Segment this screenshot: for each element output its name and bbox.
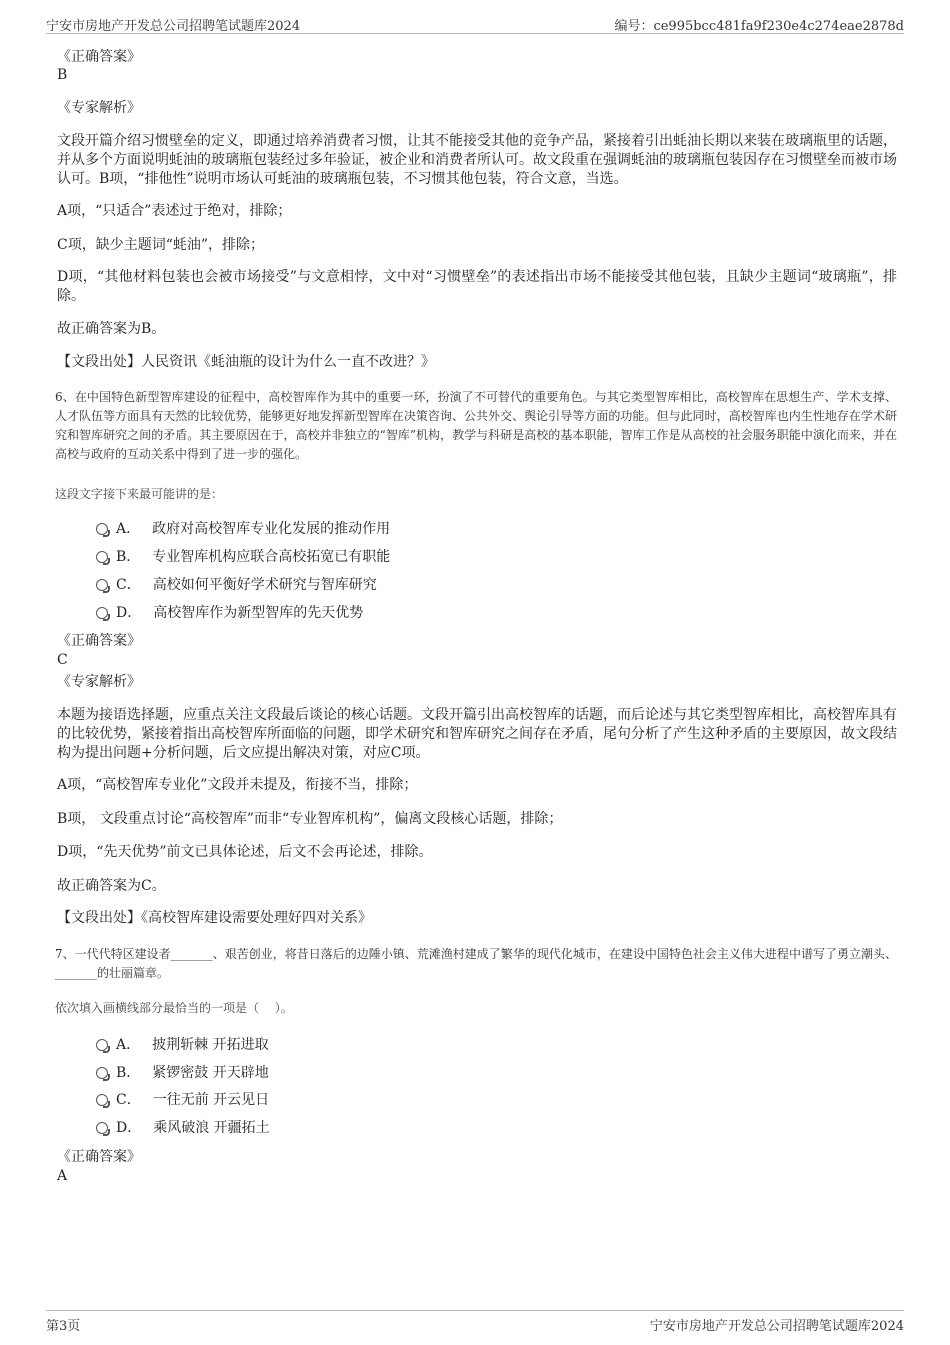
question-6-option-d[interactable]: D． 高校智库作为新型智库的先天优势 [96,602,363,622]
analysis-text: 本题为接语选择题，应重点关注文段最后谈论的核心话题。文段开篇引出高校智库的话题，而后论述与其它类型智库相比，高校智库具有的比较优势，紧接着指出高校智库所面临的问题，即学术研究和智库研究之间存在矛盾，尾句分析了产生这种矛盾的主要原因，故文段结构为提出问题+分析问题，后文应提出解决对策，对应C项。 [57,707,897,761]
radio-icon[interactable] [96,1122,108,1134]
page-footer [46,1310,904,1333]
question-6-text: 6、在中国特色新型智库建设的征程中，高校智库作为其中的重要一环，扮演了不可替代的重要角色。与其它类型智库相比，高校智库在思想生产、学术支撑、人才队伍等方面具有天然的比较优势，能够更好地发挥新型智库在决策咨询、公共外交、舆论引导等方面的功能。但与此同时，高校智库也内生性地存在学术研究和智库研究之间的矛盾。其主要原因在于，高校并非独立的“智库”机构，教学与科研是高校的基本职能，智库工作是从高校的社会服务职能中演化而来，并在高校与政府的互动关系中得到了进一步的强化。 [55,390,897,461]
question-7-option-c[interactable]: C． 一往无前 开云见日 [96,1089,269,1109]
page-header [46,13,904,34]
footer-title: 宁安市房地产开发总公司招聘笔试题库2024 [649,1319,904,1334]
answer-value: A [57,1168,68,1184]
analysis-source: 【文段出处】人民资讯《蚝油瓶的设计为什么一直不改进？》 [57,354,435,370]
answer-value: B [57,67,68,83]
analysis-option-a: A项，“高校智库专业化”文段并未提及，衔接不当，排除； [57,777,418,793]
question-7-option-d[interactable]: D． 乘风破浪 开疆拓土 [96,1117,270,1137]
radio-icon[interactable] [96,551,108,563]
question-7-stem: 依次填入画横线部分最恰当的一项是（ ）。 [55,1001,293,1015]
answer-label: 《正确答案》 [57,1149,141,1165]
analysis-text: 文段开篇介绍习惯壁垒的定义，即通过培养消费者习惯，让其不能接受其他的竞争产品，紧接着引出蚝油长期以来装在玻璃瓶里的话题，并从多个方面说明蚝油的玻璃瓶包装经过多年验证，被企业和消费者所认可。故文段重在强调蚝油的玻璃瓶包装因存在习惯壁垒而被市场认可。B项，“排他性”说明市场认可蚝油的玻璃瓶包装，不习惯其他包装，符合文意，当选。 [57,133,897,187]
analysis-conclusion: 故正确答案为C。 [57,878,166,894]
radio-icon[interactable] [96,1067,108,1079]
radio-icon[interactable] [96,607,108,619]
analysis-conclusion: 故正确答案为B。 [57,321,166,337]
radio-icon[interactable] [96,523,108,535]
page-number: 第3页 [46,1319,81,1334]
analysis-label: 《专家解析》 [57,674,141,690]
analysis-option-b: B项， 文段重点讨论“高校智库”而非“专业智库机构”，偏离文段核心话题，排除； [57,811,563,827]
radio-icon[interactable] [96,1039,108,1051]
question-7-option-b[interactable]: B． 紧锣密鼓 开天辟地 [96,1062,269,1082]
analysis-option-c: C项，缺少主题词“蚝油”，排除； [57,237,265,253]
question-7-text: 7、一代代特区建设者_______、艰苦创业，将昔日落后的边陲小镇、荒滩渔村建成了繁华的现代化城市，在建设中国特色社会主义伟大进程中谱写了勇立潮头、_______的壮丽篇章。 [55,947,897,980]
header-doc-id: 编号：ce995bcc481fa9f230e4c274eae2878d [614,19,904,34]
answer-label: 《正确答案》 [57,633,141,649]
analysis-option-a: A项，“只适合”表述过于绝对，排除； [57,203,292,219]
analysis-label: 《专家解析》 [57,100,141,116]
question-6-stem: 这段文字接下来最可能讲的是： [55,487,224,501]
radio-icon[interactable] [96,1094,108,1106]
analysis-option-d: D项，“其他材料包装也会被市场接受”与文意相悖，文中对“习惯壁垒”的表述指出市场不能接受其他包装，且缺少主题词“玻璃瓶”，排除。 [57,269,897,304]
question-6-option-c[interactable]: C． 高校如何平衡好学术研究与智库研究 [96,574,377,594]
answer-label: 《正确答案》 [57,49,141,65]
header-title: 宁安市房地产开发总公司招聘笔试题库2024 [46,19,301,34]
question-7-option-a[interactable]: A． 披荆斩棘 开拓进取 [96,1034,269,1054]
question-6-option-a[interactable]: A． 政府对高校智库专业化发展的推动作用 [96,518,390,538]
question-6-option-b[interactable]: B． 专业智库机构应联合高校拓宽已有职能 [96,546,390,566]
analysis-source: 【文段出处】《高校智库建设需要处理好四对关系》 [57,910,372,926]
radio-icon[interactable] [96,579,108,591]
answer-value: C [57,652,68,668]
analysis-option-d: D项，“先天优势”前文已具体论述，后文不会再论述，排除。 [57,844,433,860]
